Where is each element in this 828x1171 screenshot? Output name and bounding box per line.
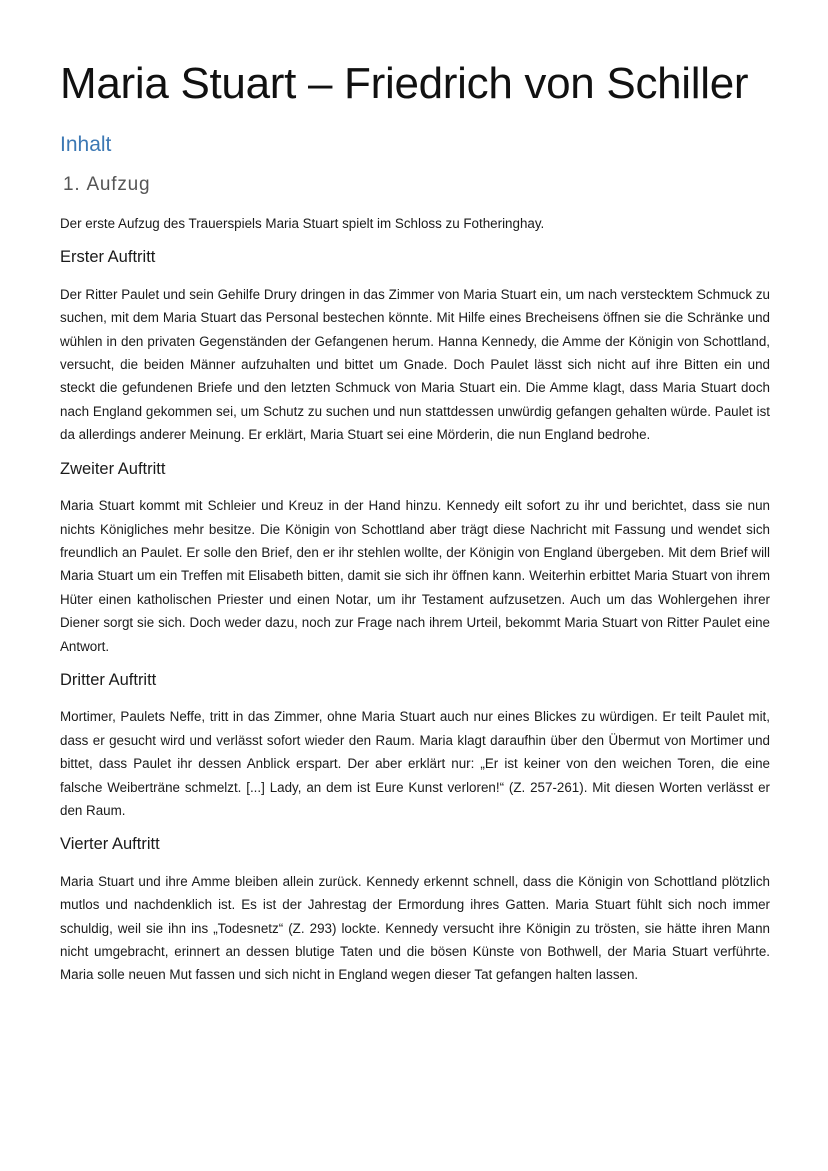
- section-heading: Dritter Auftritt: [60, 670, 157, 689]
- chapter-label: Aufzug: [86, 174, 151, 196]
- document-page: [60, 60, 770, 987]
- chapter-number: 1.: [63, 174, 81, 196]
- toc-heading: Inhalt: [60, 133, 112, 157]
- section-vierter-auftritt: [60, 834, 770, 986]
- section-heading: Zweiter Auftritt: [60, 459, 166, 478]
- section-heading: Erster Auftritt: [60, 248, 156, 267]
- section-heading: Vierter Auftritt: [60, 835, 160, 854]
- section-erster-auftritt: [60, 247, 770, 446]
- section-zweiter-auftritt: [60, 459, 770, 658]
- intro-paragraph: Der erste Aufzug des Trauerspiels Maria Stuart spielt im Schloss zu Fotheringhay.: [60, 216, 545, 232]
- section-paragraph: Mortimer, Paulets Neffe, tritt in das Zimmer, ohne Maria Stuart auch nur eines Blickes zu würdigen. Er teilt Paulet mit, dass er gesucht wird und verlässt sofort wieder den Raum. Maria klagt daraufhin über den Übermut von Mortimer und bittet, dass Paulet ihr dessen Anblick erspart. Der aber erklärt nur: „Er ist keiner von den weichen Toren, die eine falsche Weiberträne schmelzt. [...] Lady, an dem ist Eure Kunst verloren!“ (Z. 257-261). Mit diesen Worten verlässt er den Raum.: [60, 709, 770, 819]
- section-paragraph: Maria Stuart kommt mit Schleier und Kreuz in der Hand hinzu. Kennedy eilt sofort zu ihr und berichtet, dass sie nun nichts Königliches mehr besitze. Die Königin von Schottland aber trägt diese Nachricht mit Fassung und wendet sich freundlich an Paulet. Er solle den Brief, den er ihr stehlen wollte, der Königin von England übergeben. Mit dem Brief will Maria Stuart um ein Treffen mit Elisabeth bitten, damit sie sich ihr öffnen kann. Weiterhin erbittet Maria Stuart von ihrem Hüter einen katholischen Priester und einen Notar, um ihr Testament aufzusetzen. Auch um das Wohlergehen ihrer Diener sorgt sie sich. Doch weder dazu, noch zur Frage nach ihrem Urteil, bekommt Maria Stuart von Ritter Paulet eine Antwort.: [60, 498, 770, 654]
- document-title: Maria Stuart – Friedrich von Schiller: [60, 59, 749, 108]
- section-paragraph: Der Ritter Paulet und sein Gehilfe Drury dringen in das Zimmer von Maria Stuart ein, um nach verstecktem Schmuck zu suchen, mit dem Maria Stuart das Personal bestechen könnte. Mit Hilfe eines Brecheisens öffnen sie die Schränke und wühlen in den privaten Gegenständen der Gefangenen herum. Hanna Kennedy, die Amme der Königin von Schottland, versucht, die beiden Männer aufzuhalten und bittet um Gnade. Doch Paulet lässt sich nicht auf ihre Bitten ein und steckt die gefundenen Briefe und den letzten Schmuck von Maria Stuart ein. Die Amme klagt, dass Maria Stuart doch nach England gekommen sei, um Schutz zu suchen und nun stattdessen unwürdig gefangen gehalten würde. Paulet ist da allerdings anderer Meinung. Er erklärt, Maria Stuart sei eine Mörderin, die nun England bedrohe.: [60, 286, 770, 443]
- section-dritter-auftritt: [60, 670, 770, 822]
- section-paragraph: Maria Stuart und ihre Amme bleiben allein zurück. Kennedy erkennt schnell, dass die Königin von Schottland plötzlich mutlos und nachdenklich ist. Es ist der Jahrestag der Ermordung ihres Gatten. Maria Stuart fühlt sich noch immer schuldig, weil sie ihn ins „Todesnetz“ (Z. 293) lockte. Kennedy versucht ihre Königin zu trösten, sie hätte ihren Mann nicht umgebracht, erinnert an dessen blutige Taten und die bösen Künste von Bothwell, der Maria Stuart verführte. Maria solle neuen Mut fassen und sich nicht in England wegen dieser Tat gefangen halten lassen.: [60, 873, 770, 983]
- chapter-heading: [63, 175, 770, 194]
